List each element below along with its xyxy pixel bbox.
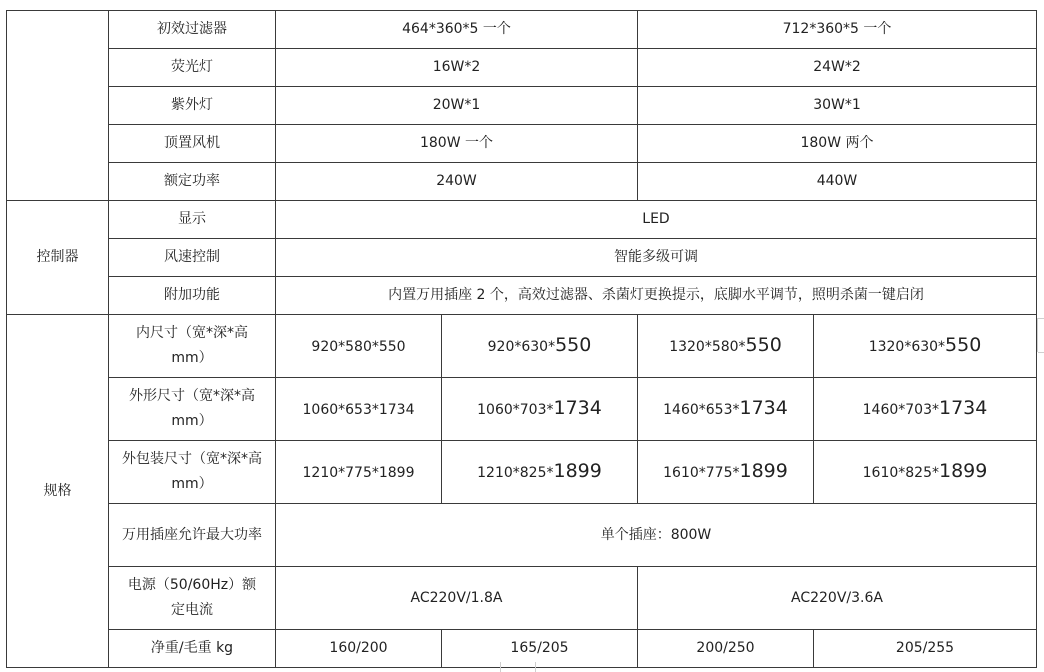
cell-value: LED <box>276 201 1037 239</box>
cell-value: 1460*653*1734 <box>638 378 814 441</box>
cell-value: 1460*703*1734 <box>814 378 1037 441</box>
row-label: 额定功率 <box>109 163 276 201</box>
table-row <box>7 504 1037 567</box>
cell-value: 200/250 <box>638 630 814 668</box>
cell-value: 205/255 <box>814 630 1037 668</box>
table-row <box>7 11 1037 49</box>
cell-value: AC220V/3.6A <box>638 567 1037 630</box>
cell-value: 1210*825*1899 <box>442 441 638 504</box>
cell-value: 440W <box>638 163 1037 201</box>
cell-value: 165/205 <box>442 630 638 668</box>
table-row <box>7 49 1037 87</box>
section-label: 控制器 <box>7 201 109 315</box>
row-label: 内尺寸（宽*深*高mm） <box>109 315 276 378</box>
cell-value: 1320*630*550 <box>814 315 1037 378</box>
row-label: 净重/毛重 kg <box>109 630 276 668</box>
page-edge-marker <box>1037 318 1044 352</box>
table-row <box>7 378 1037 441</box>
table-row <box>7 201 1037 239</box>
page-edge-tick <box>1038 352 1044 353</box>
table-row <box>7 567 1037 630</box>
row-label: 荧光灯 <box>109 49 276 87</box>
section-label: 规格 <box>7 315 109 668</box>
cell-value: 464*360*5 一个 <box>276 11 638 49</box>
cell-value: 智能多级可调 <box>276 239 1037 277</box>
table-row <box>7 163 1037 201</box>
table-row <box>7 239 1037 277</box>
cell-value: 180W 一个 <box>276 125 638 163</box>
cell-value: 1610*775*1899 <box>638 441 814 504</box>
row-label: 外包装尺寸（宽*深*高mm） <box>109 441 276 504</box>
cell-value: 160/200 <box>276 630 442 668</box>
cell-value: 1610*825*1899 <box>814 441 1037 504</box>
cell-value: 1060*703*1734 <box>442 378 638 441</box>
cell-value: 1210*775*1899 <box>276 441 442 504</box>
section-cell-empty <box>7 11 109 201</box>
table-row <box>7 441 1037 504</box>
table-row <box>7 125 1037 163</box>
cell-value: 30W*1 <box>638 87 1037 125</box>
row-label: 外形尺寸（宽*深*高mm） <box>109 378 276 441</box>
row-label: 初效过滤器 <box>109 11 276 49</box>
cell-value: 180W 两个 <box>638 125 1037 163</box>
row-label: 顶置风机 <box>109 125 276 163</box>
table-row <box>7 277 1037 315</box>
cell-value: 920*630*550 <box>442 315 638 378</box>
cell-value: 24W*2 <box>638 49 1037 87</box>
cell-value: 内置万用插座 2 个，高效过滤器、杀菌灯更换提示，底脚水平调节，照明杀菌一键启闭 <box>276 277 1037 315</box>
row-label: 万用插座允许最大功率 <box>109 504 276 567</box>
cell-value: 920*580*550 <box>276 315 442 378</box>
cell-value: AC220V/1.8A <box>276 567 638 630</box>
page-edge-tick <box>1038 318 1044 319</box>
cell-value: 240W <box>276 163 638 201</box>
cell-value: 1320*580*550 <box>638 315 814 378</box>
cell-value: 16W*2 <box>276 49 638 87</box>
table-row <box>7 87 1037 125</box>
row-label: 电源（50/60Hz）额定电流 <box>109 567 276 630</box>
cell-value: 1060*653*1734 <box>276 378 442 441</box>
row-label: 附加功能 <box>109 277 276 315</box>
page-bottom-marker <box>500 662 536 672</box>
spec-table <box>6 10 1037 668</box>
cell-value: 单个插座：800W <box>276 504 1037 567</box>
cell-value: 712*360*5 一个 <box>638 11 1037 49</box>
cell-value: 20W*1 <box>276 87 638 125</box>
row-label: 显示 <box>109 201 276 239</box>
table-row <box>7 315 1037 378</box>
row-label: 紫外灯 <box>109 87 276 125</box>
row-label: 风速控制 <box>109 239 276 277</box>
